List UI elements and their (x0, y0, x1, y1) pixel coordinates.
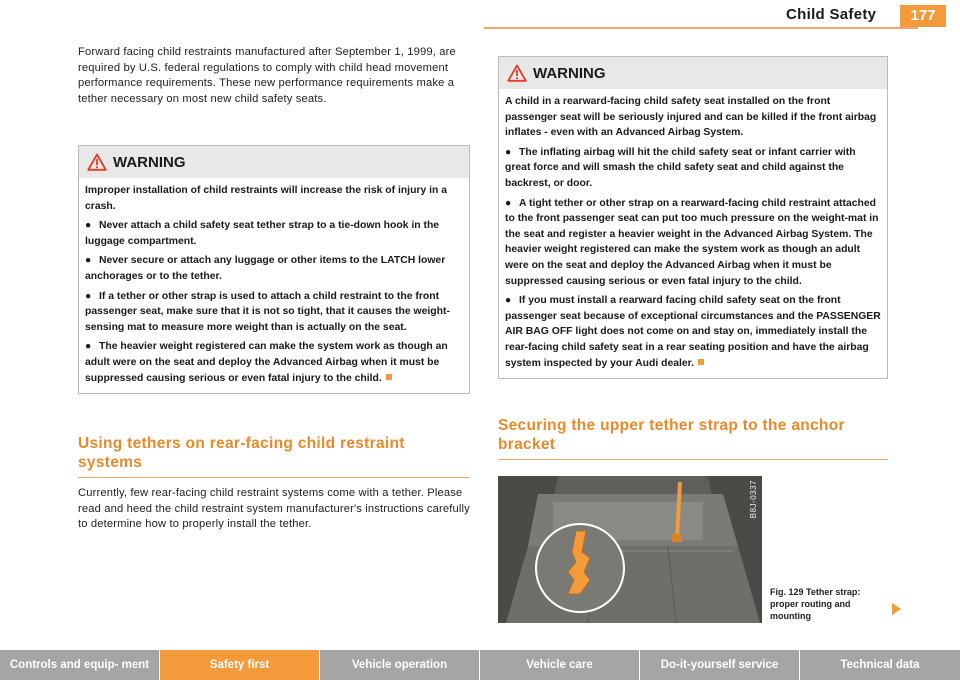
warning-item (85, 339, 463, 386)
warning-title: WARNING (113, 153, 186, 171)
warning-lead: A child in a rearward-facing child safety seat installed on the front passenger seat will be seriously injured and can be killed if the front airbag inflates - even with an Advanced Airbag System. (505, 96, 877, 139)
warning-box-right (498, 56, 888, 379)
warning-item-text: The inflating airbag will hit the child safety seat or infant carrier with great force and will smash the child safety seat and child against the backrest, or door. (505, 146, 856, 189)
nav-vehicle-care[interactable]: Vehicle care (480, 650, 640, 680)
header-rule (484, 27, 918, 29)
page-number: 177 (900, 5, 946, 27)
nav-safety-first[interactable]: Safety first (160, 650, 320, 680)
figure-code: B8J-0337 (749, 480, 758, 519)
luggage-compartment-illustration (498, 476, 762, 623)
warning-triangle-icon (87, 153, 107, 171)
bullet-icon: ● (85, 290, 92, 302)
nav-controls-and-equipment[interactable]: Controls and equip- ment (0, 650, 160, 680)
bottom-nav (0, 650, 960, 680)
warning-item-text: A tight tether or other strap on a rearward-facing child restraint attached to the front passenger seat can put too much pressure on the weight-mat in the seat and register a heavier weight in the Advanced Airbag System. The heavier weight registered can make the system work as though an adult were on the seat and deploy the Advanced Airbag when it must be suppressed causing serious or even fatal injury to the child. (505, 197, 879, 287)
nav-technical-data[interactable]: Technical data (800, 650, 960, 680)
warning-item-text: If you must install a rearward facing child safety seat on the front passenger seat because of exceptional circumstances and the PASSENGER AIR BAG OFF light does not come on and stay on, immediately install the rear-facing child safety seat in a rear seating position and have the airbag system inspected by your Audi dealer. (505, 295, 881, 369)
bullet-icon: ● (85, 255, 92, 267)
bullet-icon: ● (505, 295, 512, 307)
end-mark-icon (386, 374, 392, 380)
warning-item-text: If a tether or other strap is used to attach a child restraint to the front passenger seat, make sure that it is not so tight, that it causes the weight-sensing mat to measure more weight than is actually on the seat. (85, 290, 450, 333)
warning-header (79, 146, 469, 178)
warning-body (79, 178, 469, 393)
heading-rear-facing-tethers: Using tethers on rear-facing child restraint systems (78, 434, 470, 478)
bullet-icon: ● (505, 146, 512, 158)
warning-item (505, 145, 881, 192)
warning-item (505, 196, 881, 290)
bullet-icon: ● (85, 220, 92, 232)
warning-box-left (78, 145, 470, 394)
warning-item (85, 218, 463, 249)
end-mark-icon (698, 359, 704, 365)
warning-header (499, 57, 887, 89)
continue-arrow-icon (892, 603, 901, 615)
warning-item (85, 289, 463, 336)
section-title: Child Safety (786, 6, 877, 23)
figure-caption: Fig. 129 Tether strap: proper routing and mounting (770, 587, 861, 621)
warning-triangle-icon (507, 64, 527, 82)
bullet-icon: ● (505, 197, 512, 209)
warning-item-text: Never secure or attach any luggage or other items to the LATCH lower anchorages or to the tether. (85, 255, 446, 282)
heading-securing-tether: Securing the upper tether strap to the anchor bracket (498, 416, 888, 460)
bullet-icon: ● (85, 341, 92, 353)
nav-vehicle-operation[interactable]: Vehicle operation (320, 650, 480, 680)
warning-item (505, 293, 881, 371)
warning-lead: Improper installation of child restraints will increase the risk of injury in a crash. (85, 185, 448, 212)
warning-item-text: The heavier weight registered can make the system work as though an adult were on the seat and deploy the Advanced Airbag when it must be suppressed causing serious or even fatal injury to the child. (85, 341, 448, 384)
tether-strap-figure (498, 476, 762, 623)
nav-do-it-yourself-service[interactable]: Do-it-yourself service (640, 650, 800, 680)
rear-facing-paragraph: Currently, few rear-facing child restraint systems come with a tether. Please read and heed the child restraint system manufacturer's instructions carefully to determine how to properly install the tether. (78, 487, 470, 530)
warning-body (499, 89, 887, 378)
warning-title: WARNING (533, 64, 606, 82)
warning-item-text: Never attach a child safety seat tether strap to a tie-down hook in the luggage compartment. (85, 220, 440, 247)
warning-item (85, 253, 463, 284)
intro-paragraph: Forward facing child restraints manufactured after September 1, 1999, are required by U.S. federal regulations to comply with child head movement performance requirements. These new performance requirements make a tether necessary on most new child safety seats. (78, 46, 456, 105)
